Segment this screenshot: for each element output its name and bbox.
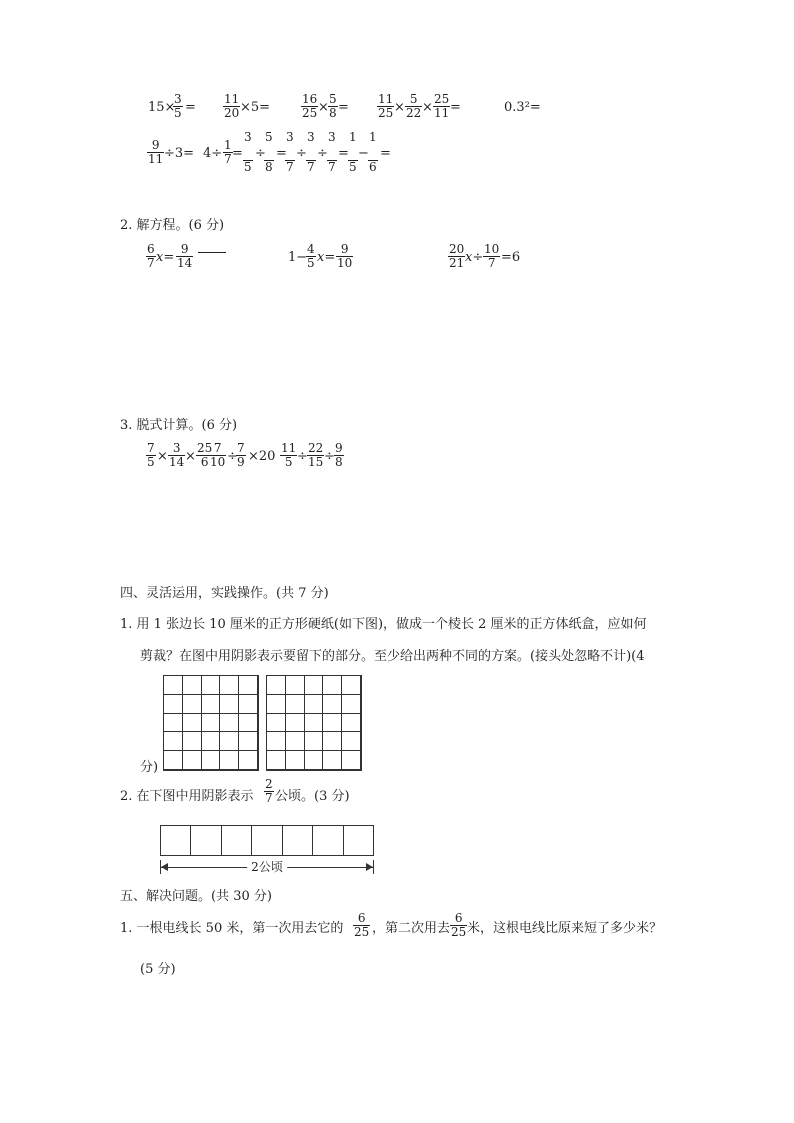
q1-score: (5 分) [140, 962, 176, 977]
expr-prefix: 4÷ [203, 146, 223, 161]
equals: = [450, 100, 461, 115]
equation-suffix: =6 [501, 250, 521, 265]
divide-3: ÷3= [164, 146, 195, 161]
expr-5: 0.3²= [504, 100, 541, 115]
measure-line [160, 860, 374, 874]
times-20: ×20 [248, 449, 276, 464]
fraction: $\frac{7}{9}$ [237, 441, 245, 469]
equals: = [232, 146, 243, 161]
fraction: $\frac{9}{14}$ [177, 242, 193, 270]
fraction: $\frac{16}{25}$ [302, 92, 318, 120]
divide: ÷ [297, 449, 308, 464]
equation-variable: x÷ [465, 250, 484, 265]
expr-1-prefix: 15× [148, 100, 176, 115]
equation-variable: x= [317, 250, 336, 265]
fraction: $\frac{6}{25}$ [354, 911, 370, 939]
divide: ÷ [227, 449, 238, 464]
operator: − [358, 146, 369, 161]
fraction: $\frac{6}{7}$ [147, 242, 155, 270]
fraction: $\frac{9}{8}$ [335, 441, 343, 469]
expr-2-suffix: ×5= [240, 100, 271, 115]
fraction: $\frac{1}{6}$ [369, 130, 377, 174]
times: × [422, 100, 433, 115]
section-5-heading: 五、解决问题。(共 30 分) [120, 889, 272, 904]
answer-blank[interactable] [198, 252, 226, 253]
fraction: $\frac{11}{25}$ [378, 92, 394, 120]
fraction: $\frac{11}{5}$ [281, 441, 297, 469]
q1-text-line2: 剪裁？在图中用阴影表示要留下的部分。至少给出两种不同的方案。(接头处忽略不计)(4 [140, 649, 645, 664]
equals: = [338, 100, 349, 115]
times: × [185, 449, 196, 464]
q3-heading: 3. 脱式计算。(6 分) [120, 418, 238, 433]
equation-variable: x= [156, 250, 175, 265]
q1-text-c: 米，这根电线比原来短了多少米？ [467, 921, 663, 936]
q1-score-tail: 分) [140, 760, 159, 775]
fraction: $\frac{7}{5}$ [147, 441, 155, 469]
divide: ÷ [324, 449, 335, 464]
equation-prefix: 1− [288, 250, 308, 265]
operator: = [380, 146, 391, 161]
operator: ÷ [317, 146, 328, 161]
fraction: $\frac{3}{7}$ [328, 130, 336, 174]
fraction: $\frac{4}{5}$ [307, 242, 315, 270]
fraction: $\frac{3}{5}$ [244, 130, 252, 174]
fraction: $\frac{20}{21}$ [449, 242, 465, 270]
fraction: $\frac{6}{25}$ [451, 911, 467, 939]
q1-text-line1: 1. 用 1 张边长 10 厘米的正方形硬纸(如下图)，做成一个棱长 2 厘米的正方体纸盒，应如何 [120, 617, 647, 632]
fraction: $\frac{1}{5}$ [349, 130, 357, 174]
q2-text-prefix: 2. 在下图中用阴影表示 [120, 789, 254, 804]
fraction: $\frac{3}{5}$ [174, 92, 182, 120]
fraction: $\frac{9}{11}$ [148, 138, 164, 166]
fraction: $\frac{5}{8}$ [265, 130, 273, 174]
fraction: $\frac{9}{10}$ [337, 242, 353, 270]
q2-heading: 2. 解方程。(6 分) [120, 218, 225, 233]
operator: = [338, 146, 349, 161]
paper-grid-left[interactable] [163, 675, 259, 771]
fraction: $\frac{3}{14}$ [169, 441, 185, 469]
fraction: $\frac{2}{7}$ [265, 777, 273, 805]
operator: = [276, 146, 287, 161]
equals: = [185, 100, 196, 115]
section-4-heading: 四、灵活运用，实践操作。(共 7 分) [120, 586, 329, 601]
paper-grid-right[interactable] [266, 675, 362, 771]
fraction: $\frac{5}{22}$ [406, 92, 422, 120]
fraction: $\frac{3}{7}$ [286, 130, 294, 174]
fraction: $\frac{7}{10}$ [210, 441, 226, 469]
times: × [157, 449, 168, 464]
fraction: $\frac{25}{11}$ [434, 92, 450, 120]
operator: ÷ [296, 146, 307, 161]
fraction: $\frac{22}{15}$ [308, 441, 324, 469]
times: × [318, 100, 329, 115]
q2-text-suffix: 公顷。(3 分) [275, 789, 350, 804]
times: × [394, 100, 405, 115]
measure-label: 2公顷 [247, 860, 287, 874]
fraction: $\frac{25}{6}$ [197, 441, 213, 469]
land-strip[interactable] [160, 825, 374, 856]
operator: ÷ [255, 146, 266, 161]
fraction: $\frac{10}{7}$ [484, 242, 500, 270]
fraction: $\frac{3}{7}$ [307, 130, 315, 174]
fraction: $\frac{11}{20}$ [224, 92, 240, 120]
q1-text-b: ，第二次用去 [372, 921, 451, 936]
fraction: $\frac{5}{8}$ [329, 92, 337, 120]
q1-text-a: 1. 一根电线长 50 米，第一次用去它的 [120, 921, 344, 936]
fraction: $\frac{1}{7}$ [224, 138, 232, 166]
